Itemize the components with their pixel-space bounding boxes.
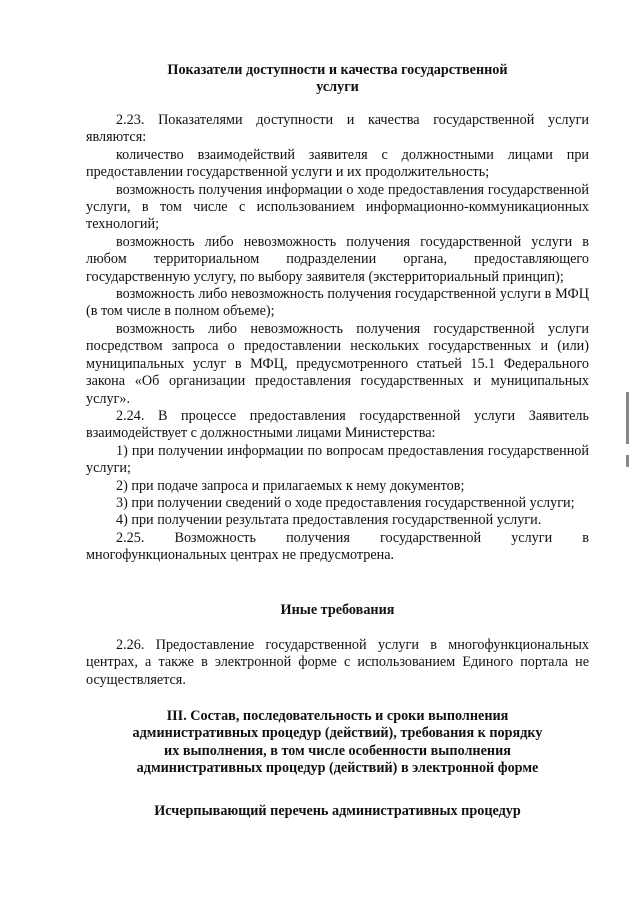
- section-heading-other-requirements: Иные требования: [280, 602, 395, 618]
- paragraph: возможность получения информации о ходе предоставления государственной услуги, в том числе с использованием информационно-коммуникационных технологий;: [86, 181, 589, 233]
- paragraph: количество взаимодействий заявителя с должностными лицами при предоставлении государственной услуги и их продолжительность;: [86, 146, 589, 181]
- heading-line: Показатели доступности и качества государственной: [167, 62, 508, 78]
- heading-line: административных процедур (действий), требования к порядку: [132, 725, 543, 742]
- heading-line: административных процедур (действий) в электронной форме: [136, 760, 539, 777]
- heading-line: услуги: [316, 79, 359, 96]
- paragraph: 2.26. Предоставление государственной услуги в многофункциональных центрах, а также в электронной форме с использованием Единого портала не осуществляется.: [86, 637, 589, 688]
- section-heading-availability: [86, 62, 589, 97]
- paragraph: 2.23. Показателями доступности и качества государственной услуги являются:: [86, 112, 589, 146]
- paragraph: возможность либо невозможность получения государственной услуги в МФЦ (в том числе в полном объеме);: [86, 286, 589, 320]
- section-heading-procedures-list: Исчерпывающий перечень административных процедур: [154, 803, 521, 819]
- paragraph: возможность либо невозможность получения государственной услуги в любом территориальном подразделении органа, предоставляющего государственную услугу, по выбору заявителя (экстерриториальный принцип);: [86, 233, 589, 285]
- section-heading-chapter-3: [86, 708, 589, 778]
- paragraph: 2.24. В процессе предоставления государственной услуги Заявитель взаимодействует с должностными лицами Министерства:: [86, 407, 589, 442]
- section-body-availability: [86, 112, 589, 565]
- paragraph: 2) при подаче запроса и прилагаемых к нему документов;: [116, 477, 465, 494]
- paragraph: 4) при получении результата предоставления государственной услуги.: [116, 512, 542, 529]
- paragraph: 2.25. Возможность получения государственной услуги в многофункциональных центрах не предусмотрена.: [86, 529, 589, 564]
- paragraph: возможность либо невозможность получения государственной услуги посредством запроса о предоставлении нескольких государственных и (или) муниципальных услуг в МФЦ, предусмотренного статьей 15.1 Федерального закона «Об организации предоставления государственных и муниципальных услуг».: [86, 320, 589, 407]
- paragraph: 1) при получении информации по вопросам предоставления государственной услуги;: [86, 442, 589, 477]
- paragraph: 3) при получении сведений о ходе предоставления государственной услуги;: [116, 494, 575, 511]
- heading-line: III. Состав, последовательность и сроки выполнения: [166, 708, 509, 724]
- heading-line: их выполнения, в том числе особенности выполнения: [164, 742, 511, 759]
- scan-edge-mark: [626, 455, 629, 467]
- scan-edge-mark: [626, 392, 629, 444]
